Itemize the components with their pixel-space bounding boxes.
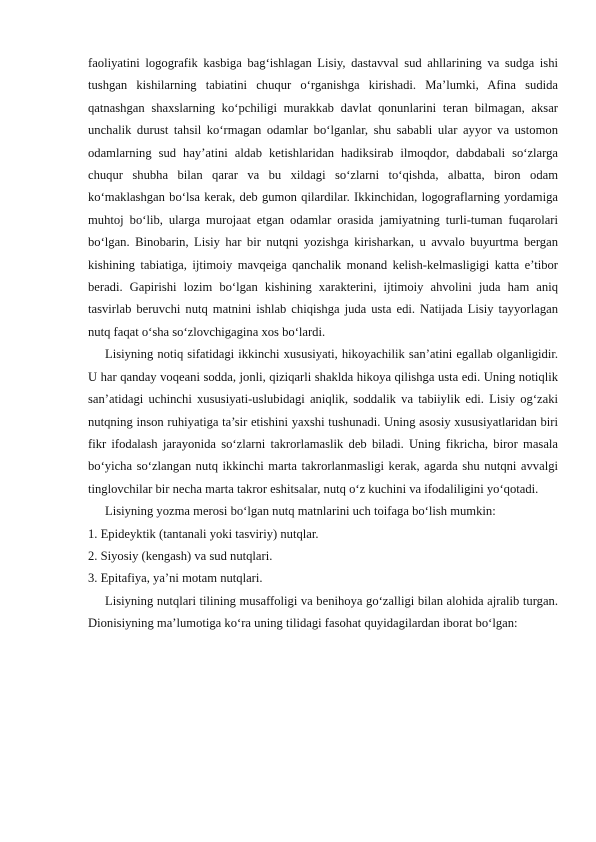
body-paragraph-3: Lisiyning yozma merosi bo‘lgan nutq matnlarini uch toifaga bo‘lish mumkin: xyxy=(105,504,496,519)
body-paragraph-1: faoliyatini logografik kasbiga bag‘ishlagan Lisiy, dastavval sud ahllarining va sudga ishi tushgan kishilarning tabiatini chuqur o‘rganishga kirishadi. Ma’lumki, Afina sudida qatnashgan shaxslarning ko‘pchiligi murakkab davlat qonunlarini teran bilmagan, aksar unchalik durust tahsil ko‘rmagan odamlar bo‘lganlar, shu sababli ular ayyor va ustomon odamlarning sud hay’atini aldab ketishlaridan hadiksirab ilmoqdor, dabdabali so‘zlarga chuqur shubha bilan qarar va bu xildagi so‘zlarni to‘qishda, albatta, biron odam ko‘maklashgan bo‘lsa kerak, deb gumon qilardilar. Ikkinchidan, logograflarning yordamiga muhtoj bo‘lib, ularga murojaat etgan odamlar orasida jamiyatning turli-tuman fuqarolari bo‘lgan. Binobarin, Lisiy har bir nutqni yozishga kirisharkan, u avvalo buyurtma bergan kishining tabiatiga, ijtimoiy mavqeiga qanchalik monand kelish-kelmasligigi katta e’tibor beradi. Gapirishi lozim bo‘lgan kishining xarakterini, ijtimoiy ahvolini juda ham aniq tasvirlab beruvchi nutq matnini ishlab chiqishga juda usta edi. Natijada Lisiy tayyorlagan nutq faqat o‘sha so‘zlovchigagina xos bo‘lardi. xyxy=(88,56,558,339)
body-paragraph-2: Lisiyning notiq sifatidagi ikkinchi xususiyati, hikoyachilik san’atini egallab olganligidir. U har qanday voqeani sodda, jonli, qiziqarli shaklda hikoya qilishga usta edi. Uning notiqlik san’atidagi uchinchi xususiyati-uslubidagi aniqlik, soddalik va tabiiylik edi. Lisiy og‘zaki nutqning inson ruhiyatiga ta’sir etishini yaxshi tushunadi. Uning asosiy xususiyatlaridan biri fikr ifodalash jarayonida so‘zlarni takrorlamaslik deb biladi. Uning fikricha, biror masala bo‘yicha so‘zlangan nutq ikkinchi marta takrorlanmasligi kerak, agarda shu nutqni avvalgi tinglovchilar bir necha marta takror eshitsalar, nutq o‘z kuchini va ifodaliligini yo‘qotadi. xyxy=(88,347,558,496)
list-item-2: 2. Siyosiy (kengash) va sud nutqlari. xyxy=(88,548,273,563)
list-item-3: 3. Epitafiya, ya’ni motam nutqlari. xyxy=(88,571,263,586)
closing-paragraph: Lisiyning nutqlari tilining musaffoligi va benihoya go‘zalligi bilan alohida ajralib turgan. Dionisiyning ma’lumotiga ko‘ra uning tilidagi fasohat quyidagilardan iborat bo‘lgan: xyxy=(88,593,558,631)
list-item-1: 1. Epideyktik (tantanali yoki tasviriy) nutqlar. xyxy=(88,526,319,541)
document-page xyxy=(88,52,558,635)
